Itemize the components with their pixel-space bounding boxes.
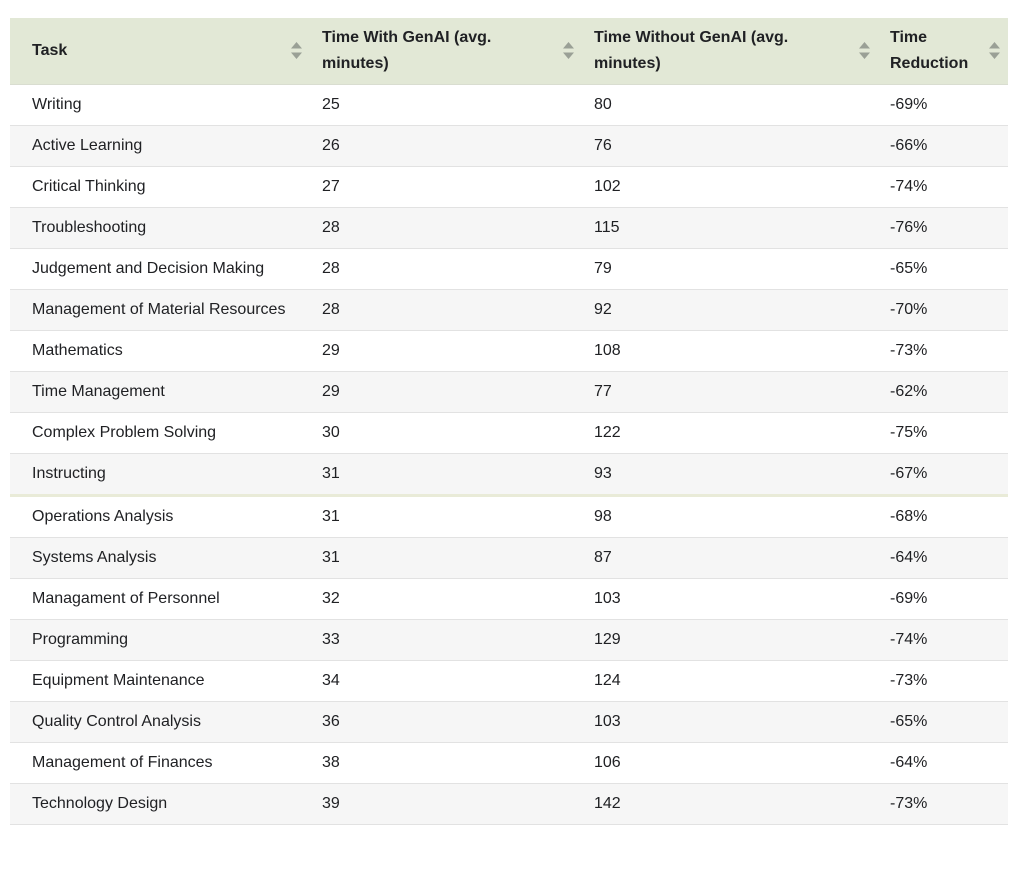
with-genai-cell: 28 — [310, 248, 582, 289]
table-row — [10, 495, 1008, 537]
table-row — [10, 166, 1008, 207]
with-genai-cell: 28 — [310, 207, 582, 248]
table-row — [10, 248, 1008, 289]
with-genai-cell: 31 — [310, 453, 582, 495]
task-cell: Mathematics — [10, 330, 310, 371]
with-genai-cell: 38 — [310, 742, 582, 783]
reduction-cell: -65% — [878, 701, 1008, 742]
task-cell: Management of Material Resources — [10, 289, 310, 330]
task-cell: Operations Analysis — [10, 495, 310, 537]
column-header-time-without-genai[interactable] — [582, 18, 878, 84]
sort-up-arrow — [859, 42, 870, 49]
table-row — [10, 578, 1008, 619]
reduction-cell: -69% — [878, 578, 1008, 619]
task-cell: Time Management — [10, 371, 310, 412]
column-header-time-with-genai[interactable] — [310, 18, 582, 84]
with-genai-cell: 29 — [310, 330, 582, 371]
with-genai-cell: 29 — [310, 371, 582, 412]
with-genai-cell: 39 — [310, 783, 582, 824]
with-genai-cell: 36 — [310, 701, 582, 742]
table-row — [10, 660, 1008, 701]
reduction-cell: -73% — [878, 660, 1008, 701]
task-cell: Technology Design — [10, 783, 310, 824]
table-row — [10, 125, 1008, 166]
task-cell: Troubleshooting — [10, 207, 310, 248]
without-genai-cell: 87 — [582, 537, 878, 578]
without-genai-cell: 98 — [582, 495, 878, 537]
without-genai-cell: 103 — [582, 578, 878, 619]
reduction-cell: -74% — [878, 619, 1008, 660]
without-genai-cell: 92 — [582, 289, 878, 330]
with-genai-cell: 27 — [310, 166, 582, 207]
table-row — [10, 330, 1008, 371]
sort-down-arrow — [563, 53, 574, 60]
column-header-time-reduction-label: Time Reduction — [890, 28, 969, 72]
with-genai-cell: 30 — [310, 412, 582, 453]
without-genai-cell: 142 — [582, 783, 878, 824]
task-cell: Judgement and Decision Making — [10, 248, 310, 289]
sort-up-arrow — [291, 42, 302, 49]
table-row — [10, 453, 1008, 495]
column-header-time-without-genai-label: Time Without GenAI (avg. minutes) — [594, 28, 789, 72]
reduction-cell: -65% — [878, 248, 1008, 289]
sort-up-arrow — [563, 42, 574, 49]
without-genai-cell: 124 — [582, 660, 878, 701]
without-genai-cell: 76 — [582, 125, 878, 166]
sort-arrows-icon[interactable] — [291, 42, 302, 59]
task-cell: Active Learning — [10, 125, 310, 166]
genai-task-time-table — [10, 18, 1008, 825]
without-genai-cell: 129 — [582, 619, 878, 660]
table-row — [10, 783, 1008, 824]
task-cell: Instructing — [10, 453, 310, 495]
without-genai-cell: 103 — [582, 701, 878, 742]
with-genai-cell: 32 — [310, 578, 582, 619]
table-row — [10, 84, 1008, 125]
without-genai-cell: 115 — [582, 207, 878, 248]
sort-down-arrow — [291, 53, 302, 60]
reduction-cell: -73% — [878, 330, 1008, 371]
with-genai-cell: 33 — [310, 619, 582, 660]
task-cell: Managament of Personnel — [10, 578, 310, 619]
task-cell: Critical Thinking — [10, 166, 310, 207]
without-genai-cell: 77 — [582, 371, 878, 412]
reduction-cell: -74% — [878, 166, 1008, 207]
without-genai-cell: 79 — [582, 248, 878, 289]
reduction-cell: -66% — [878, 125, 1008, 166]
reduction-cell: -64% — [878, 537, 1008, 578]
table-row — [10, 619, 1008, 660]
reduction-cell: -76% — [878, 207, 1008, 248]
task-cell: Equipment Maintenance — [10, 660, 310, 701]
table-row — [10, 289, 1008, 330]
table-row — [10, 537, 1008, 578]
reduction-cell: -64% — [878, 742, 1008, 783]
task-cell: Programming — [10, 619, 310, 660]
with-genai-cell: 34 — [310, 660, 582, 701]
sort-arrows-icon[interactable] — [989, 42, 1000, 59]
with-genai-cell: 28 — [310, 289, 582, 330]
column-header-task[interactable] — [10, 18, 310, 84]
task-cell: Writing — [10, 84, 310, 125]
with-genai-cell: 31 — [310, 495, 582, 537]
sort-down-arrow — [989, 53, 1000, 60]
table-body — [10, 84, 1008, 824]
reduction-cell: -62% — [878, 371, 1008, 412]
sort-arrows-icon[interactable] — [563, 42, 574, 59]
sort-up-arrow — [989, 42, 1000, 49]
task-cell: Complex Problem Solving — [10, 412, 310, 453]
table-row — [10, 371, 1008, 412]
header-row — [10, 18, 1008, 84]
task-cell: Quality Control Analysis — [10, 701, 310, 742]
with-genai-cell: 25 — [310, 84, 582, 125]
column-header-time-with-genai-label: Time With GenAI (avg. minutes) — [322, 28, 492, 72]
table-row — [10, 412, 1008, 453]
reduction-cell: -75% — [878, 412, 1008, 453]
without-genai-cell: 80 — [582, 84, 878, 125]
page — [0, 18, 1024, 881]
task-cell: Management of Finances — [10, 742, 310, 783]
reduction-cell: -73% — [878, 783, 1008, 824]
without-genai-cell: 108 — [582, 330, 878, 371]
reduction-cell: -67% — [878, 453, 1008, 495]
without-genai-cell: 93 — [582, 453, 878, 495]
sort-arrows-icon[interactable] — [859, 42, 870, 59]
reduction-cell: -68% — [878, 495, 1008, 537]
without-genai-cell: 102 — [582, 166, 878, 207]
with-genai-cell: 26 — [310, 125, 582, 166]
reduction-cell: -70% — [878, 289, 1008, 330]
reduction-cell: -69% — [878, 84, 1008, 125]
with-genai-cell: 31 — [310, 537, 582, 578]
table-header — [10, 18, 1008, 84]
table-row — [10, 701, 1008, 742]
data-table — [10, 18, 1008, 825]
task-cell: Systems Analysis — [10, 537, 310, 578]
table-row — [10, 742, 1008, 783]
column-header-task-label: Task — [32, 41, 68, 59]
without-genai-cell: 122 — [582, 412, 878, 453]
table-row — [10, 207, 1008, 248]
sort-down-arrow — [859, 53, 870, 60]
without-genai-cell: 106 — [582, 742, 878, 783]
column-header-time-reduction[interactable] — [878, 18, 1008, 84]
